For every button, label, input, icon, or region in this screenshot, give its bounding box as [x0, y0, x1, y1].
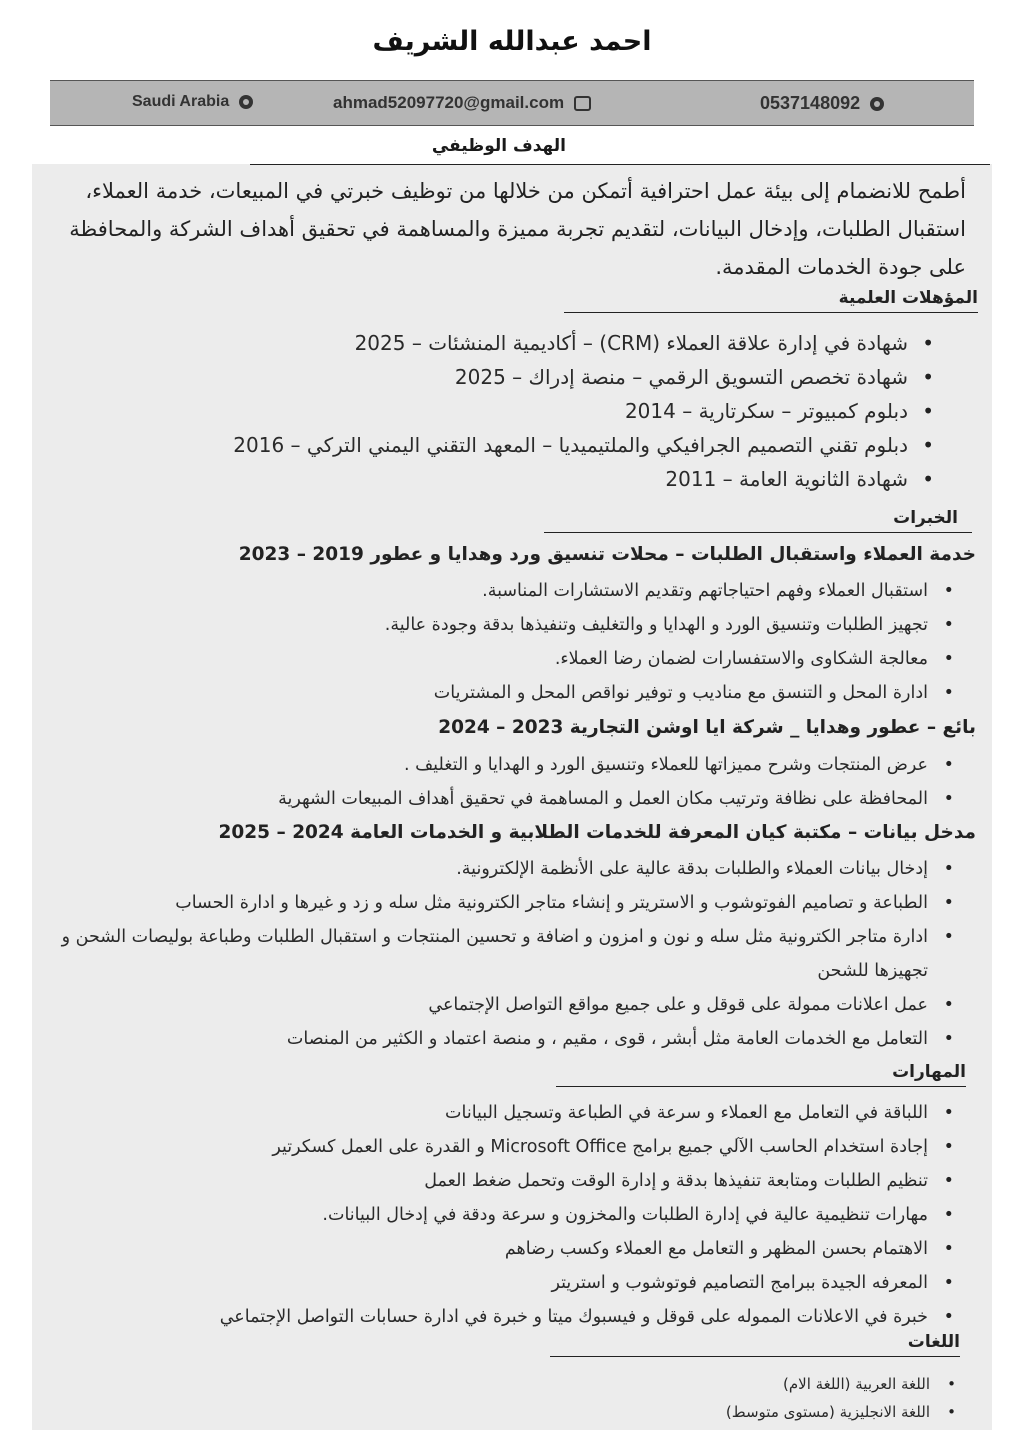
languages-heading: اللغات: [550, 1332, 960, 1357]
list-item: • المحافظة على نظافة وترتيب مكان العمل و المساهمة في تحقيق أهداف المبيعات الشهرية: [62, 782, 962, 816]
role-3-list: [42, 852, 962, 1056]
email-text[interactable]: ahmad52097720@gmail.com: [333, 93, 565, 112]
phone-icon: [870, 97, 884, 111]
location-item: [132, 93, 253, 111]
objective-title: الهدف الوظيفي: [431, 136, 566, 156]
skills-list: [42, 1096, 962, 1334]
role-heading-1: خدمة العملاء واستقبال الطلبات – محلات تنسيق ورد وهدايا و عطور 2019 – 2023: [238, 544, 976, 565]
list-item: • إجادة استخدام الحاسب الآلي جميع برامج Microsoft Office و القدرة على العمل كسكرتير: [42, 1130, 962, 1164]
list-item: • شهادة الثانوية العامة – 2011: [42, 462, 942, 496]
list-item: • اللغة العربية (اللغة الام): [364, 1370, 964, 1398]
experience-heading: الخبرات: [544, 508, 972, 533]
email-item: [333, 93, 591, 113]
objective-text: أطمح للانضمام إلى بيئة عمل احترافية أتمكن من خلالها من توظيف خبرتي في المبيعات، خدمة العملاء، استقبال الطلبات، وإدخال البيانات، لتقديم تجربة مميزة والمساهمة في تحقيق أهداف الشركة والمحافظة على جودة الخدمات المقدمة.: [69, 179, 966, 279]
languages-list: [364, 1370, 964, 1426]
skills-heading: المهارات: [556, 1062, 966, 1087]
list-item: • شهادة تخصص التسويق الرقمي – منصة إدراك – 2025: [42, 360, 942, 394]
list-item: • التعامل مع الخدمات العامة مثل أبشر ، قوى ، مقيم ، و منصة اعتماد و الكثير من المنصات: [42, 1022, 962, 1056]
list-item: • شهادة في إدارة علاقة العملاء (CRM) – أكاديمية المنشئات – 2025: [42, 326, 942, 360]
list-item: • معالجة الشكاوى والاستفسارات لضمان رضا العملاء.: [62, 642, 962, 676]
role-1-list: [62, 574, 962, 710]
list-item: • الاهتمام بحسن المظهر و التعامل مع العملاء وكسب رضاهم: [42, 1232, 962, 1266]
list-item: • مهارات تنظيمية عالية في إدارة الطلبات والمخزون و سرعة ودقة في إدخال البيانات.: [42, 1198, 962, 1232]
list-item: • إدخال بيانات العملاء والطلبات بدقة عالية على الأنظمة الإلكترونية.: [42, 852, 962, 886]
qualifications-list: [42, 326, 942, 496]
list-item: • تجهيز الطلبات وتنسيق الورد و الهدايا و والتغليف وتنفيذها بدقة وجودة عالية.: [62, 608, 962, 642]
location-text: Saudi Arabia: [132, 93, 230, 110]
list-item: • المعرفه الجيدة ببرامج التصاميم فوتوشوب و استريتر: [42, 1266, 962, 1300]
role-2-list: [62, 748, 962, 816]
list-item: • عمل اعلانات ممولة على قوقل و على جميع مواقع التواصل الإجتماعي: [42, 988, 962, 1022]
location-pin-icon: [239, 95, 253, 109]
list-item: • استقبال العملاء وفهم احتياجاتهم وتقديم الاستشارات المناسبة.: [62, 574, 962, 608]
list-item: • تنظيم الطلبات ومتابعة تنفيذها بدقة و إدارة الوقت وتحمل ضغط العمل: [42, 1164, 962, 1198]
contact-bar: [50, 80, 974, 126]
list-item: • اللباقة في التعامل مع العملاء و سرعة في الطباعة وتسجيل البيانات: [42, 1096, 962, 1130]
phone-text[interactable]: 0537148092: [760, 93, 861, 113]
list-item: • ادارة متاجر الكترونية مثل سله و نون و امزون و اضافة و تحسين المنتجات و استقبال الطلبات وطباعة بوليصات الشحن و تجهيزها للشحن: [42, 920, 962, 988]
phone-item: [760, 93, 884, 114]
list-item: • الطباعة و تصاميم الفوتوشوب و الاستريتر و إنشاء متاجر الكترونية مثل سله و زد و غيرها و ادارة الحساب: [42, 886, 962, 920]
qualifications-heading: المؤهلات العلمية: [564, 288, 978, 313]
objective-heading: [250, 136, 990, 165]
list-item: • دبلوم كمبيوتر – سكرتارية – 2014: [42, 394, 942, 428]
list-item: • ادارة المحل و التنسق مع مناديب و توفير نواقص المحل و المشتريات: [62, 676, 962, 710]
candidate-name: احمد عبدالله الشريف: [372, 26, 652, 57]
role-heading-3: مدخل بيانات – مكتبة كيان المعرفة للخدمات الطلابية و الخدمات العامة 2024 – 2025: [218, 822, 976, 843]
role-heading-2: بائع – عطور وهدايا _ شركة ايا اوشن التجارية 2023 – 2024: [438, 717, 976, 738]
list-item: • اللغة الانجليزية (مستوى متوسط): [364, 1398, 964, 1426]
list-item: • خبرة في الاعلانات المموله على قوقل و فيسبوك ميتا و خبرة في ادارة حسابات التواصل الإجتماعي: [42, 1300, 962, 1334]
envelope-icon: [574, 96, 591, 111]
list-item: • عرض المنتجات وشرح مميزاتها للعملاء وتنسيق الورد و الهدايا و التغليف .: [62, 748, 962, 782]
list-item: • دبلوم تقني التصميم الجرافيكي والملتيميديا – المعهد التقني اليمني التركي – 2016: [42, 428, 942, 462]
